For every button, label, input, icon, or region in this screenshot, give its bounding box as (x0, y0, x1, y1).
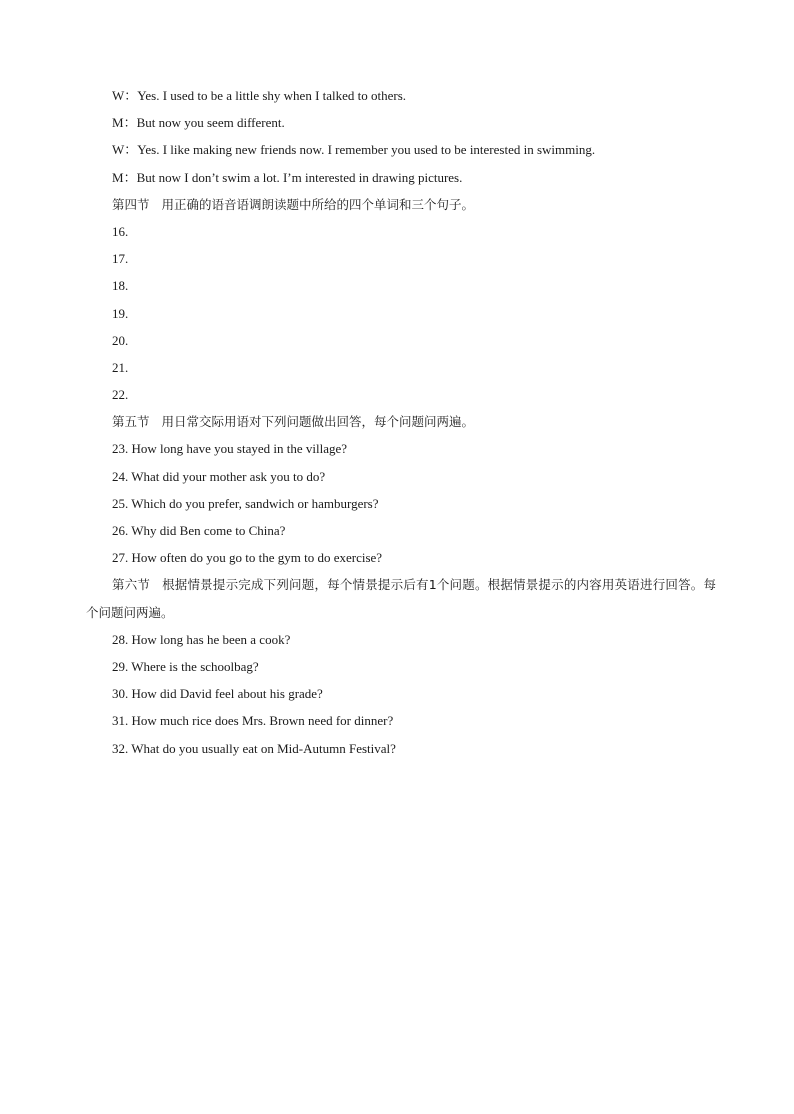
question-item: 32. What do you usually eat on Mid-Autumn Festival? (112, 740, 396, 756)
section-6-number: 第六节 (112, 577, 151, 593)
dialogue-text: Yes. I like making new friends now. I remember you used to be interested in swimming. (137, 142, 596, 158)
speaker-label: M (112, 115, 124, 131)
question-item: 31. How much rice does Mrs. Brown need for dinner? (112, 713, 394, 729)
section-5-heading (86, 408, 716, 435)
item-number: 19. (112, 305, 129, 321)
dialogue-text: Yes. I used to be a little shy when I talked to others. (137, 88, 407, 103)
item-number: 16. (112, 223, 129, 239)
item-number: 22. (112, 387, 129, 403)
question-item: 27. How often do you go to the gym to do exercise? (112, 550, 383, 566)
question-item: 25. Which do you prefer, sandwich or hamburgers? (112, 495, 379, 511)
speaker-separator: ： (124, 142, 138, 158)
item-number: 20. (112, 332, 129, 348)
section-5-number: 第五节 (112, 414, 150, 430)
question-item: 26. Why did Ben come to China? (112, 523, 286, 538)
dialogue-line (86, 136, 716, 163)
section-6-heading (86, 571, 716, 625)
dialogue-line (86, 82, 716, 109)
speaker-separator: ： (123, 115, 137, 131)
section-4-instruction: 用正确的语音语调朗读题中所给的四个单词和三个句子。 (161, 196, 475, 212)
speaker-label: M (112, 169, 124, 185)
speaker-separator: ： (123, 169, 137, 185)
dialogue-line (86, 164, 716, 191)
section-4-number: 第四节 (112, 196, 150, 212)
dialogue-text: But now I don’t swim a lot. I’m interested in drawing pictures. (136, 169, 463, 185)
page-content (86, 82, 716, 762)
question-item: 28. How long has he been a cook? (112, 631, 291, 647)
dialogue-line (86, 109, 716, 136)
section-5-instruction: 用日常交际用语对下列问题做出回答，每个问题问两遍。 (161, 414, 475, 430)
section-4-heading (86, 191, 716, 218)
item-number: 18. (112, 278, 129, 294)
item-number: 17. (112, 251, 129, 267)
question-item: 29. Where is the schoolbag? (112, 658, 259, 674)
question-item: 24. What did your mother ask you to do? (112, 468, 326, 484)
question-item: 23. How long have you stayed in the village? (112, 441, 348, 457)
dialogue-text: But now you seem different. (136, 115, 285, 131)
question-item: 30. How did David feel about his grade? (112, 686, 323, 702)
section-6-instruction: 根据情景提示完成下列问题，每个情景提示后有1个问题。根据情景提示的内容用英语进行回答。每个问题问两遍。 (86, 577, 716, 620)
speaker-label: W (112, 88, 125, 103)
speaker-separator: ： (124, 88, 138, 103)
item-number: 21. (112, 359, 129, 375)
speaker-label: W (112, 142, 125, 158)
